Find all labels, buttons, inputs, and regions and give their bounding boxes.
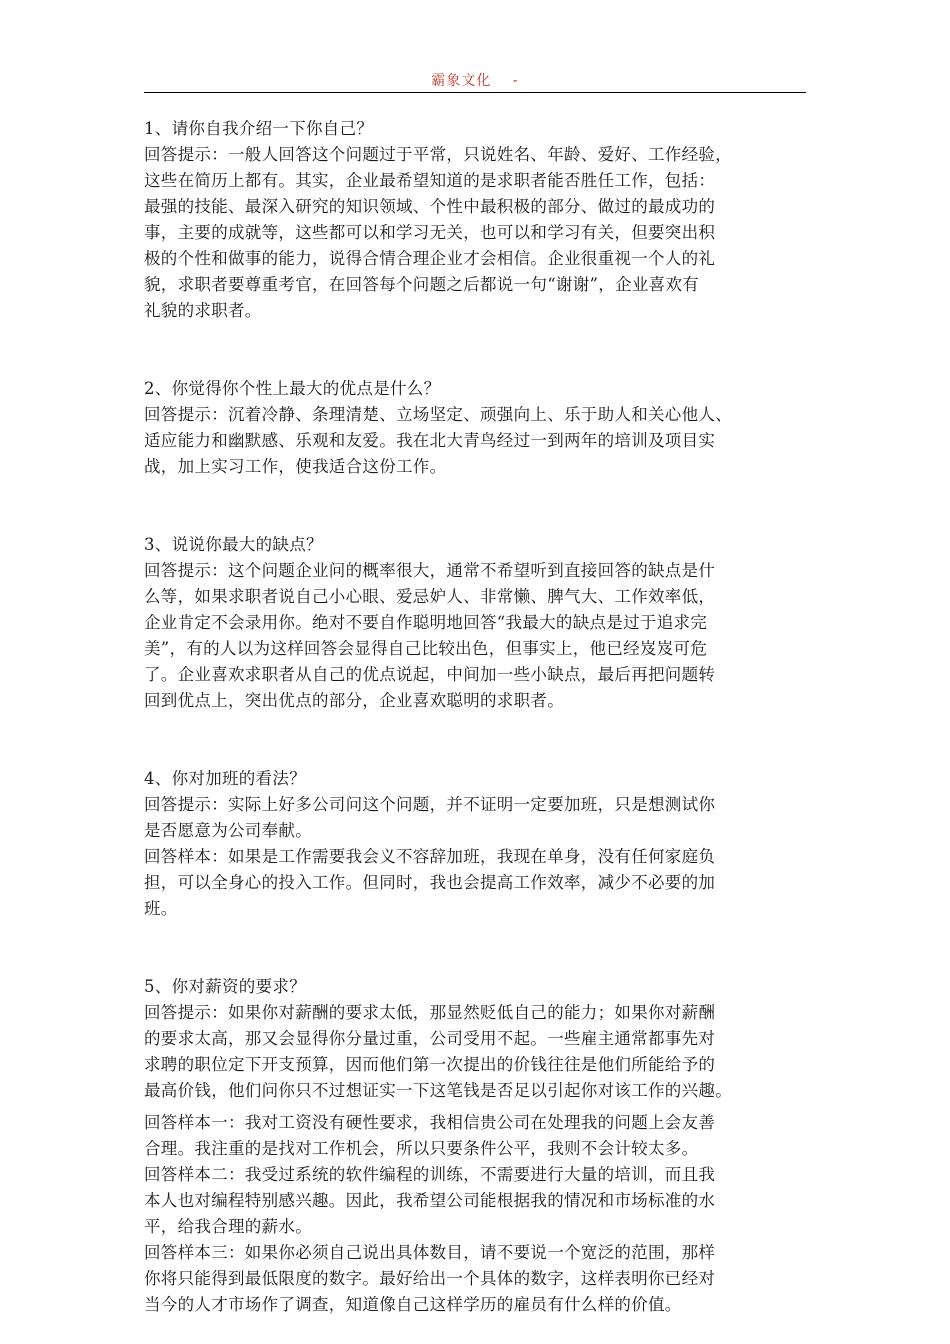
qa-section-2 [144,376,804,480]
answer-line: 这些在简历上都有。其实，企业最希望知道的是求职者能否胜任工作，包括： [144,171,716,190]
answer-line: 战，加上实习工作，使我适合这份工作。 [144,457,447,476]
answer-sample-line: 你将只能得到最低限度的数字。最好给出一个具体的数字，这样表明你已经对 [144,1269,716,1288]
answer-line: 极的个性和做事的能力，说得合情合理企业才会相信。企业很重视一个人的礼 [144,249,716,268]
qa-section-5 [144,974,804,1318]
answer-line: 事，主要的成就等，这些都可以和学习无关，也可以和学习有关，但要突出积 [144,223,716,242]
answer-line: 了。企业喜欢求职者从自己的优点说起，中间加一些小缺点，最后再把问题转 [144,665,716,684]
answer-line: 回到优点上，突出优点的部分，企业喜欢聪明的求职者。 [144,691,564,710]
qa-section-1 [144,116,804,324]
answer-sample-line: 回答样本二：我受过系统的软件编程的训练，不需要进行大量的培训，而且我 [144,1165,716,1184]
answer-line: 企业肯定不会录用你。绝对不要自作聪明地回答“我最大的缺点是过于追求完 [144,613,708,632]
answer-line: 回答提示：一般人回答这个问题过于平常，只说姓名、年龄、爱好、工作经验， [144,145,732,164]
answer-line: 回答样本：如果是工作需要我会义不容辞加班，我现在单身，没有任何家庭负 [144,847,716,866]
document-body [144,116,804,1318]
answer-line: 是否愿意为公司奉献。 [144,821,312,840]
answer-sample-line: 平，给我合理的薪水。 [144,1217,312,1236]
answer-line: 班。 [144,899,178,918]
answer-line: 么等，如果求职者说自己小心眼、爱忌妒人、非常懒、脾气大、工作效率低， [144,587,716,606]
answer-line: 担，可以全身心的投入工作。但同时，我也会提高工作效率，减少不必要的加 [144,873,716,892]
page-header [144,70,806,93]
answer-sample-line: 本人也对编程特别感兴趣。因此，我希望公司能根据我的情况和市场标准的水 [144,1191,716,1210]
answer-line: 的要求太高，那又会显得你分量过重，公司受用不起。一些雇主通常都事先对 [144,1029,716,1048]
answer-line: 适应能力和幽默感、乐观和友爱。我在北大青鸟经过一到两年的培训及项目实 [144,431,716,450]
answer-line: 美”，有的人以为这样回答会显得自己比较出色，但事实上，他已经岌岌可危 [144,639,708,658]
answer-sample-line: 回答样本一：我对工资没有硬性要求，我相信贵公司在处理我的问题上会友善 [144,1113,716,1132]
answer-sample-line: 当今的人才市场作了调查，知道像自己这样学历的雇员有什么样的价值。 [144,1295,682,1314]
answer-line: 回答提示：这个问题企业问的概率很大，通常不希望听到直接回答的缺点是什 [144,561,716,580]
answer-sample-line: 合理。我注重的是找对工作机会，所以只要条件公平，我则不会计较太多。 [144,1139,699,1158]
answer-line: 回答提示：沉着冷静、条理清楚、立场坚定、顽强向上、乐于助人和关心他人、 [144,405,732,424]
header-title: 霸象文化 [431,73,492,89]
answer-line: 求聘的职位定下开支预算，因而他们第一次提出的价钱往往是他们所能给予的 [144,1055,716,1074]
answer-line: 回答提示：如果你对薪酬的要求太低，那显然贬低自己的能力；如果你对薪酬 [144,1003,716,1022]
question-1: 1、请你自我介绍一下你自己？ [144,119,374,138]
question-2: 2、你觉得你个性上最大的优点是什么？ [144,379,441,398]
answer-line: 最高价钱，他们问你只不过想证实一下这笔钱是否足以引起你对该工作的兴趣。 [144,1081,732,1100]
question-5: 5、你对薪资的要求？ [144,977,306,996]
answer-line: 回答提示：实际上好多公司问这个问题，并不证明一定要加班，只是想测试你 [144,795,716,814]
header-suffix: - [512,73,519,89]
answer-line: 礼貌的求职者。 [144,301,262,320]
qa-section-4 [144,766,804,922]
qa-section-3 [144,532,804,714]
answer-line: 貌，求职者要尊重考官，在回答每个问题之后都说一句“谢谢”，企业喜欢有 [144,275,700,294]
answer-sample-line: 回答样本三：如果你必须自己说出具体数目，请不要说一个宽泛的范围，那样 [144,1243,716,1262]
answer-line: 最强的技能、最深入研究的知识领域、个性中最积极的部分、做过的最成功的 [144,197,716,216]
question-3: 3、说说你最大的缺点？ [144,535,323,554]
question-4: 4、你对加班的看法？ [144,769,306,788]
